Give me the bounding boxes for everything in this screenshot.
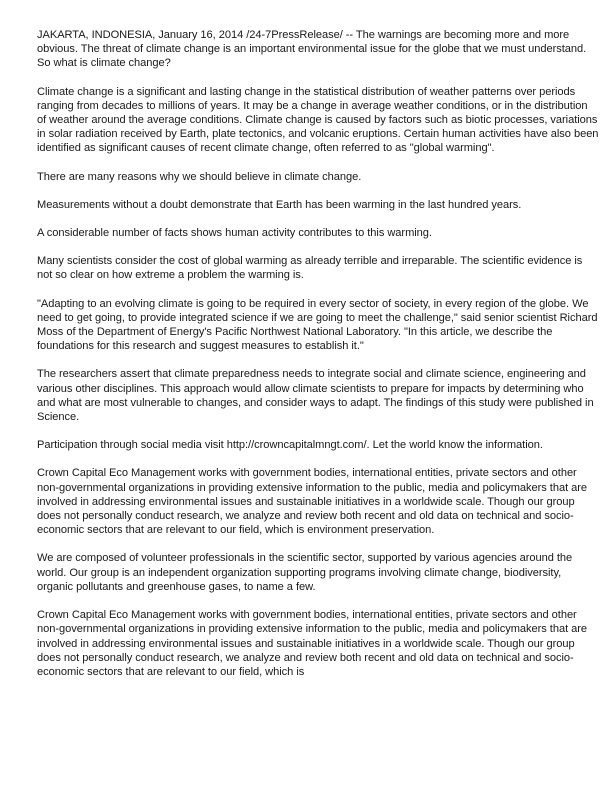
paragraph-researchers: The researchers assert that climate preparedness needs to integrate social and climate science, engineering and various other disciplines. This approach would allow climate scientists to prepare for impacts by determining who and what are most vulnerable to changes, and consider ways to adapt. The findings of this study were published in Science. <box>37 368 594 424</box>
paragraph-volunteers: We are composed of volunteer professionals in the scientific sector, supported by various agencies around the world. Our group is an independent organization supporting programs involving climate change, biodiversity, organic pollutants and greenhouse gases, to name a few. <box>37 552 573 593</box>
paragraph-human-activity: A considerable number of facts shows human activity contributes to this warming. <box>37 227 432 240</box>
paragraph-dateline: JAKARTA, INDONESIA, January 16, 2014 /24-7PressRelease/ -- The warnings are becoming more and more obvious. The threat of climate change is an important environmental issue for the globe that we must understand. So what is climate change? <box>37 29 587 70</box>
paragraph-cost: Many scientists consider the cost of global warming as already terrible and irreparable. The scientific evidence is not so clear on how extreme a problem the warming is. <box>37 255 583 282</box>
paragraph-definition: Climate change is a significant and lasting change in the statistical distribution of weather patterns over periods ranging from decades to millions of years. It may be a change in average weather conditions, or in the distribution of weather around the average conditions. Climate change is caused by factors such as biotic processes, variations in solar radiation received by Earth, plate tectonics, and volcanic eruptions. Certain human activities have also been identified as significant causes of recent climate change, often referred to as "global warming". <box>37 85 599 155</box>
paragraph-measurements: Measurements without a doubt demonstrate that Earth has been warming in the last hundred years. <box>37 198 522 211</box>
paragraph-social-media: Participation through social media visit http://crowncapitalmngt.com/. Let the world know the information. <box>37 439 543 452</box>
paragraph-quote: "Adapting to an evolving climate is going to be required in every sector of society, in every region of the globe. We need to get going, to provide integrated science if we are going to meet the challenge," said senior scientist Richard Moss of the Department of Energy's Pacific Northwest National Laboratory. "In this article, we describe the foundations for this research and suggest measures to establish it." <box>37 297 598 353</box>
paragraph-about-crown-capital: Crown Capital Eco Management works with government bodies, international entities, private sectors and other non-governmental organizations in providing extensive information to the public, media and policymakers that are involved in addressing environmental issues and sustainable initiatives in a worldwide scale. Though our group does not personally conduct research, we analyze and review both recent and old data on technical and socio-economic sectors that are relevant to our field, which is environment preservation. <box>37 467 588 537</box>
paragraph-about-crown-capital-repeat: Crown Capital Eco Management works with government bodies, international entities, private sectors and other non-governmental organizations in providing extensive information to the public, media and policymakers that are involved in addressing environmental issues and sustainable initiatives in a worldwide scale. Though our group does not personally conduct research, we analyze and review both recent and old data on technical and socio-economic sectors that are relevant to our field, which is <box>37 609 588 678</box>
document-page <box>37 28 599 678</box>
paragraph-reasons: There are many reasons why we should believe in climate change. <box>37 170 362 183</box>
